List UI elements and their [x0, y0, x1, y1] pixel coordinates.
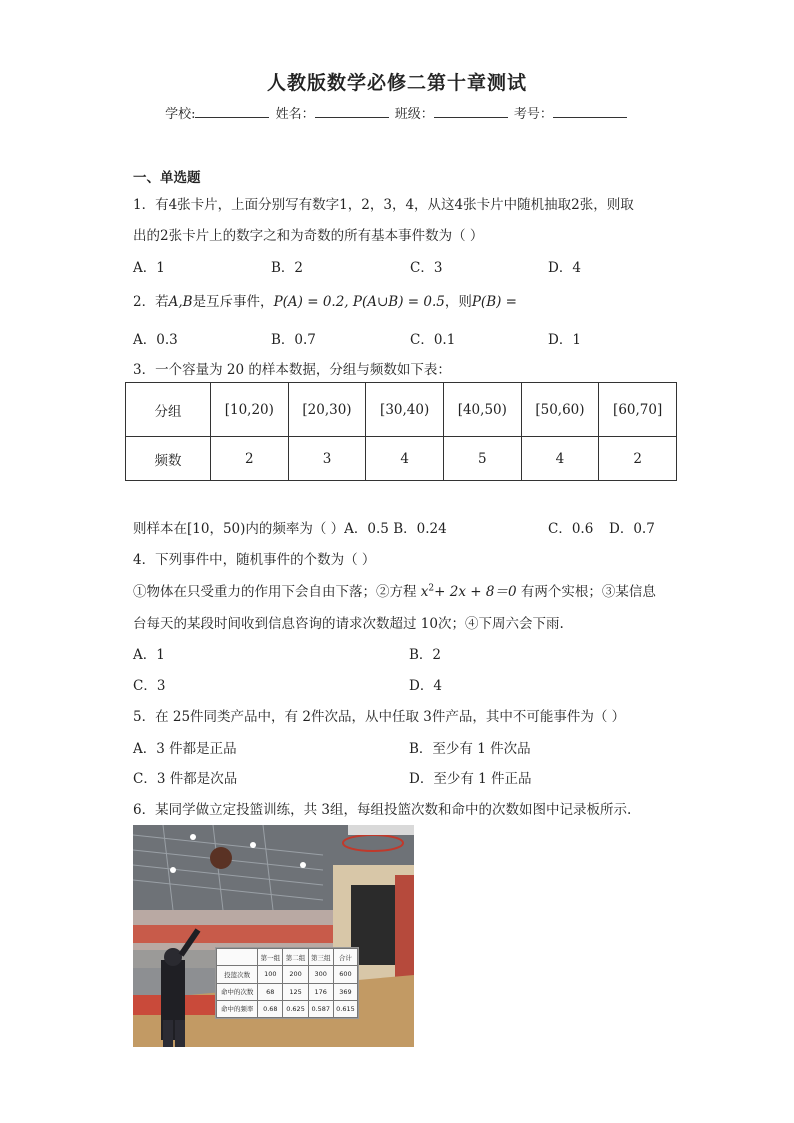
q6-stem: 6．某同学做立定投篮训练，共 3组，每组投篮次数和命中的次数如图中记录板所示. [133, 802, 632, 818]
table-cell: 第一组 [258, 949, 283, 966]
q3-option-c: C．0.6 [548, 521, 594, 537]
table-cell: 100 [258, 966, 283, 983]
table-cell: 300 [308, 966, 333, 983]
q4-line1-start: ①物体在只受重力的作用下会自由下落；②方程 [133, 584, 417, 600]
q4-option-d: D．4 [409, 678, 442, 694]
table-cell: 600 [333, 966, 357, 983]
q2-ask: P(B) = [471, 294, 517, 310]
q4-option-c: C．3 [133, 678, 166, 694]
table-cell: 176 [308, 983, 333, 1000]
q4-option-a: A．1 [133, 647, 165, 663]
class-label: 班级： [394, 107, 434, 122]
q2-option-a: A．0.3 [133, 332, 178, 348]
frequency-table [125, 382, 677, 481]
school-label: 学校: [165, 107, 196, 122]
q3-question: 则样本在[10，50)内的频率为（ ）A．0.5 B．0.24 [133, 521, 447, 537]
table-cell: 4 [521, 437, 599, 481]
table-cell: 4 [366, 437, 444, 481]
table-cell: 5 [443, 437, 521, 481]
name-blank[interactable] [315, 105, 389, 118]
name-label: 姓名： [275, 107, 315, 122]
table-row [126, 437, 677, 481]
table-cell: [10,20) [211, 383, 289, 437]
table-row [217, 1000, 358, 1017]
q4-line1-end: 有两个实根；③某信息 [520, 584, 656, 600]
q5-stem: 5．在 25件同类产品中，有 2件次品，从中任取 3件产品，其中不可能事件为（ ） [133, 709, 626, 725]
section-heading: 一、单选题 [133, 170, 201, 186]
table-row [217, 966, 358, 983]
table-cell: [50,60) [521, 383, 599, 437]
q2-option-c: C．0.1 [410, 332, 456, 348]
table-cell: 200 [283, 966, 308, 983]
q4-line2: 台每天的某段时间收到信息咨询的请求次数超过 10次；④下周六会下雨. [133, 616, 564, 632]
q5-option-d: D．至少有 1 件正品 [409, 771, 532, 787]
table-cell: 0.615 [333, 1000, 357, 1017]
q3-stem: 3．一个容量为 20 的样本数据，分组与频数如下表： [133, 362, 451, 378]
q3-option-d: D．0.7 [609, 521, 655, 537]
q1-line1: 1．有4张卡片，上面分别写有数字1，2，3，4，从这4张卡片中随机抽取2张，则取 [133, 197, 634, 213]
q2-suffix: ，则 [444, 294, 472, 310]
table-row [217, 949, 358, 966]
school-blank[interactable] [195, 105, 269, 118]
table-row [217, 983, 358, 1000]
q2-mid: 是互斥事件， [192, 294, 274, 310]
q4-eq-x: x [420, 584, 429, 600]
table-cell: 2 [211, 437, 289, 481]
q5-option-b: B．至少有 1 件次品 [409, 741, 531, 757]
q2-option-d: D．1 [548, 332, 581, 348]
table-cell: [20,30) [288, 383, 366, 437]
table-cell: 68 [258, 983, 283, 1000]
q5-option-c: C．3 件都是次品 [133, 771, 238, 787]
table-cell: 0.68 [258, 1000, 283, 1017]
table-cell: 125 [283, 983, 308, 1000]
q1-line2: 出的2张卡片上的数字之和为奇数的所有基本事件数为（ ） [133, 228, 484, 244]
q2-stem [133, 290, 517, 310]
q2-events: A,B [168, 294, 193, 310]
table-cell: 3 [288, 437, 366, 481]
q4-line1 [133, 580, 656, 600]
q4-stem: 4．下列事件中，随机事件的个数为（ ） [133, 552, 376, 568]
q4-option-b: B．2 [409, 647, 442, 663]
q5-option-a: A．3 件都是正品 [133, 741, 237, 757]
student-info [0, 103, 794, 122]
table-cell: 第二组 [283, 949, 308, 966]
table-cell: [60,70] [599, 383, 677, 437]
table-cell: 2 [599, 437, 677, 481]
q1-option-d: D．4 [548, 260, 581, 276]
table-cell: 分组 [126, 383, 211, 437]
q2-formula: P(A) = 0.2, P(A∪B) = 0.5 [273, 294, 445, 310]
table-cell: 第三组 [308, 949, 333, 966]
q1-option-a: A．1 [133, 260, 165, 276]
table-cell: 0.625 [283, 1000, 308, 1017]
page-title: 人教版数学必修二第十章测试 [266, 72, 527, 94]
class-blank[interactable] [434, 105, 508, 118]
q1-option-c: C．3 [410, 260, 443, 276]
table-cell: 0.587 [308, 1000, 333, 1017]
q2-prefix: 2．若 [133, 294, 169, 310]
table-cell [217, 949, 258, 966]
table-row [126, 383, 677, 437]
exam-no-label: 考号： [513, 107, 553, 122]
table-cell: 合计 [333, 949, 357, 966]
record-table [216, 948, 358, 1018]
table-cell: 投篮次数 [217, 966, 258, 983]
q1-option-b: B．2 [271, 260, 304, 276]
exam-no-blank[interactable] [553, 105, 627, 118]
table-cell: 频数 [126, 437, 211, 481]
q4-eq-rest: + 2x + 8＝0 [434, 584, 517, 600]
table-cell: [30,40) [366, 383, 444, 437]
q4-eq-exp: 2 [428, 583, 435, 594]
table-cell: 命中的频率 [217, 1000, 258, 1017]
table-cell: 369 [333, 983, 357, 1000]
q2-option-b: B．0.7 [271, 332, 316, 348]
record-board [215, 947, 359, 1019]
table-cell: 命中的次数 [217, 983, 258, 1000]
table-cell: [40,50) [443, 383, 521, 437]
